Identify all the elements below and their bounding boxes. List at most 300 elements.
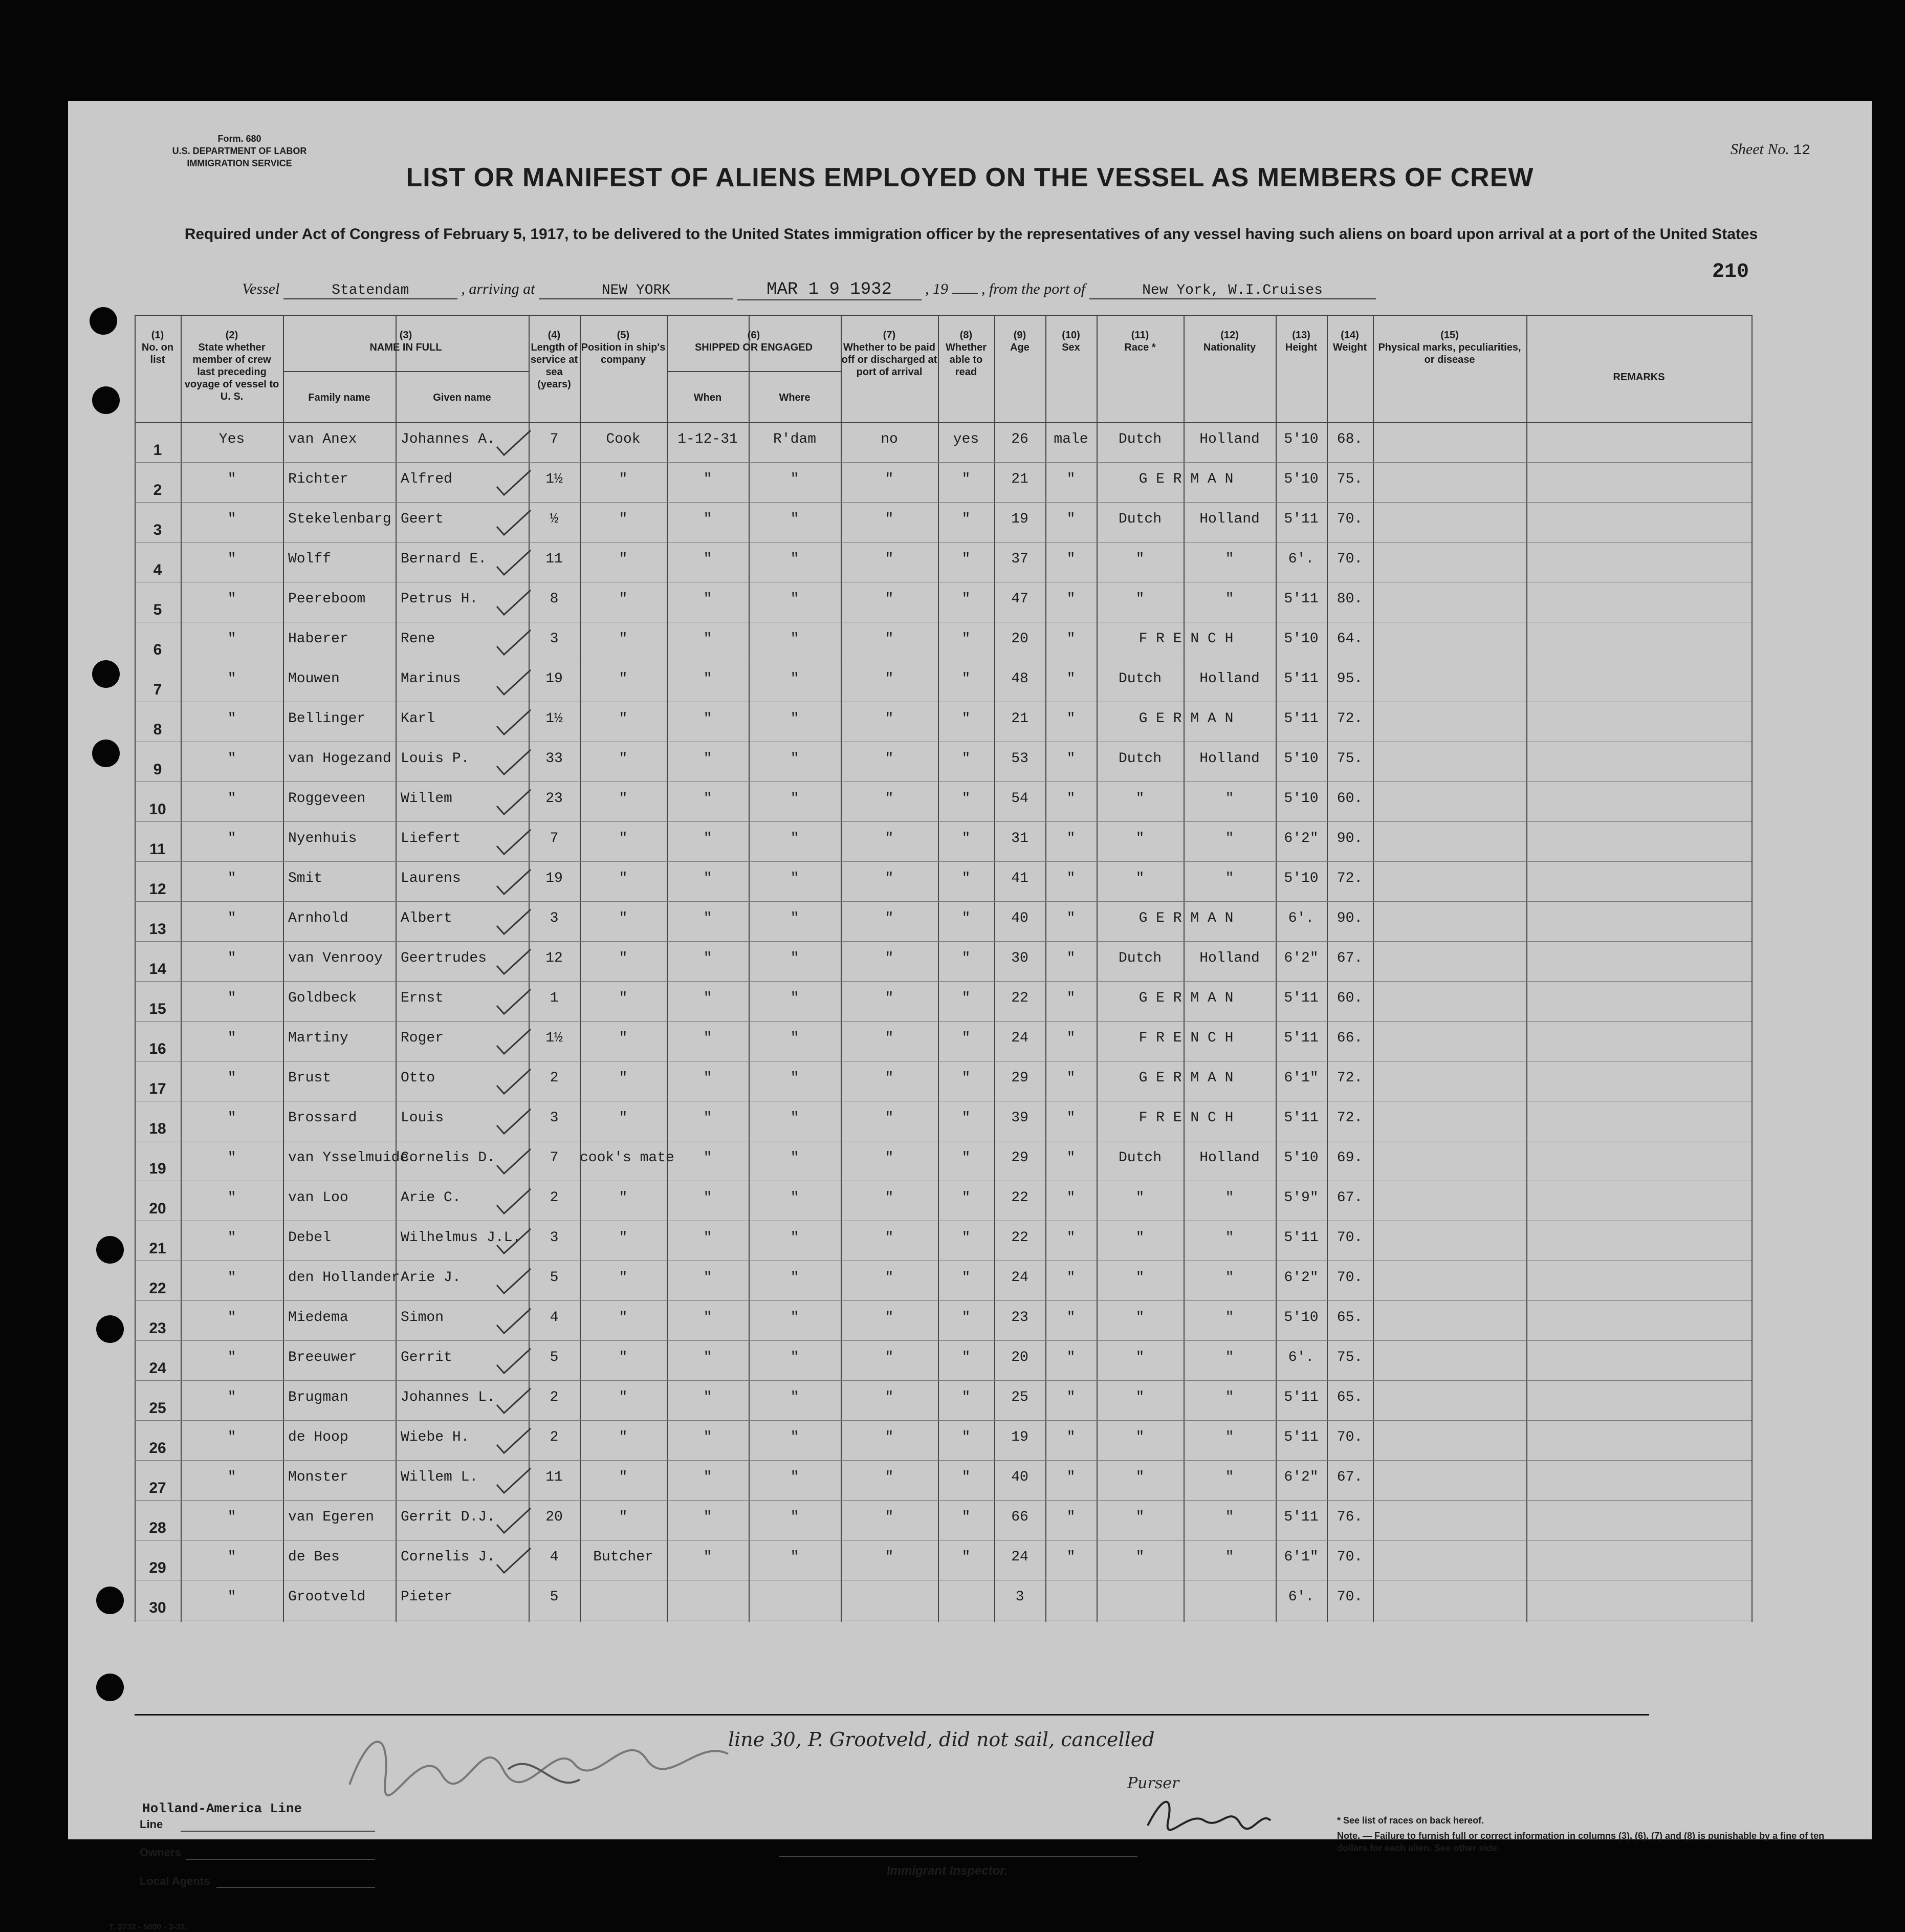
cell-service: 2: [550, 1390, 559, 1405]
cell-prev: ": [227, 1469, 236, 1485]
cell-family: van Venrooy: [288, 950, 383, 966]
binder-hole: [96, 1236, 124, 1264]
cell-given: Willem: [401, 791, 452, 807]
cell-nationality: F R E N C H: [1138, 631, 1234, 647]
cell-paid: ": [885, 1310, 894, 1326]
check-mark-icon: [493, 507, 534, 538]
cell-when: ": [703, 511, 712, 527]
row-number: 14: [149, 961, 166, 978]
cell-service: 7: [550, 431, 559, 447]
cell-position: cook's mate: [580, 1150, 674, 1166]
cell-where: ": [790, 1190, 799, 1206]
cell-nationality: F R E N C H: [1138, 1110, 1234, 1126]
cell-when: ": [703, 1390, 712, 1405]
cell-height: 5'11: [1284, 990, 1319, 1006]
cell-race: ": [1135, 1310, 1145, 1326]
cell-paid: ": [885, 1030, 894, 1046]
cell-where: ": [790, 1310, 799, 1326]
cell-paid: ": [885, 631, 894, 647]
cell-when: ": [703, 1110, 712, 1126]
check-mark-icon: [493, 986, 534, 1017]
cell-read: ": [961, 990, 971, 1006]
cell-nationality: Holland: [1199, 511, 1260, 527]
cell-given: Laurens: [401, 871, 461, 886]
page-title: LIST OR MANIFEST OF ALIENS EMPLOYED ON THE VESSEL AS MEMBERS OF CREW: [406, 163, 1534, 192]
row-number: 6: [153, 641, 162, 658]
cell-race: ": [1135, 871, 1145, 886]
cell-prev: ": [227, 1390, 236, 1405]
cell-sex: ": [1066, 1190, 1076, 1206]
cell-position: ": [619, 791, 628, 807]
cell-read: ": [961, 1509, 971, 1525]
cell-age: 24: [1011, 1030, 1028, 1046]
cell-given: Arie J.: [401, 1270, 461, 1286]
cell-prev: ": [227, 871, 236, 886]
row-number: 16: [149, 1040, 166, 1057]
cell-where: ": [790, 1230, 799, 1246]
cell-when: ": [703, 871, 712, 886]
cell-weight: 68.: [1337, 431, 1363, 447]
row-number: 29: [149, 1559, 166, 1576]
cell-when: ": [703, 711, 712, 727]
purser-label: Purser: [1127, 1774, 1179, 1792]
cell-sex: male: [1054, 431, 1088, 447]
cell-prev: ": [227, 551, 236, 567]
cell-service: 5: [550, 1350, 559, 1365]
cell-race: ": [1135, 1350, 1145, 1365]
row-rule: [135, 1500, 1751, 1501]
cell-read: ": [961, 1390, 971, 1405]
cell-position: ": [619, 990, 628, 1006]
cell-weight: 70.: [1337, 1549, 1363, 1565]
cell-height: 5'11: [1284, 671, 1319, 687]
column-rule: [135, 315, 136, 1622]
row-rule: [135, 1380, 1751, 1381]
cell-weight: 67.: [1337, 1469, 1363, 1485]
cell-weight: 70.: [1337, 1230, 1363, 1246]
header-previous-voyage: (2) State whether member of crew last preceding voyage of vessel to U. S.: [184, 330, 279, 402]
header-where: Where: [779, 392, 811, 403]
purser-signature: [1143, 1790, 1276, 1841]
cell-paid: ": [885, 671, 894, 687]
row-number: 1: [153, 442, 162, 459]
cell-read: ": [961, 1549, 971, 1565]
cell-weight: 70.: [1337, 1589, 1363, 1605]
cell-nationality: ": [1225, 1469, 1234, 1485]
row-rule: [135, 981, 1751, 982]
binder-hole: [90, 307, 117, 335]
cell-age: 37: [1011, 551, 1028, 567]
check-mark-icon: [493, 1465, 534, 1496]
cell-position: ": [619, 711, 628, 727]
arrival-date-stamp: MAR 1 9 1932: [737, 280, 922, 300]
header-height: (13) Height: [1285, 330, 1318, 353]
cell-where: ": [790, 631, 799, 647]
cell-family: Monster: [288, 1469, 348, 1485]
cell-sex: ": [1066, 1230, 1076, 1246]
cell-prev: ": [227, 990, 236, 1006]
header-physical-marks: (15) Physical marks, peculiarities, or disease: [1378, 330, 1521, 365]
cell-given: Wilhelmus J.L.: [401, 1230, 521, 1246]
cell-when: ": [703, 1469, 712, 1485]
row-number: 25: [149, 1400, 166, 1417]
cell-service: 19: [545, 671, 563, 687]
cell-weight: 95.: [1337, 671, 1363, 687]
row-rule: [135, 1021, 1751, 1022]
row-number: 11: [149, 841, 166, 858]
cell-read: ": [961, 1150, 971, 1166]
cell-prev: ": [227, 1549, 236, 1565]
cell-nationality: Holland: [1199, 950, 1260, 966]
cell-sex: ": [1066, 1270, 1076, 1286]
cell-prev: ": [227, 831, 236, 846]
row-number: 28: [149, 1519, 166, 1536]
row-number: 8: [153, 721, 162, 738]
cell-prev: ": [227, 671, 236, 687]
cell-weight: 69.: [1337, 1150, 1363, 1166]
check-mark-icon: [493, 906, 534, 937]
cell-given: Bernard E.: [401, 551, 487, 567]
cell-weight: 66.: [1337, 1030, 1363, 1046]
cell-weight: 64.: [1337, 631, 1363, 647]
penalty-note: Note. — Failure to furnish full or correct information in columns (3), (6), (7) and (8) is punishable by a fine of ten dollars for each alien. See other side.: [1337, 1831, 1825, 1853]
cell-service: 3: [550, 1230, 559, 1246]
cell-where: ": [790, 591, 799, 607]
binder-hole: [96, 1674, 124, 1701]
cell-position: ": [619, 1110, 628, 1126]
cell-where: ": [790, 671, 799, 687]
cell-given: Cornelis D.: [401, 1150, 495, 1166]
check-mark-icon: [493, 1186, 534, 1217]
cell-where: ": [790, 1030, 799, 1046]
form-code: T. 3732 - 5000 - 3-31.: [109, 1923, 187, 1931]
header-read: (8) Whether able to read: [946, 330, 987, 378]
cell-where: ": [790, 990, 799, 1006]
cell-where: ": [790, 1390, 799, 1405]
cell-prev: ": [227, 1350, 236, 1365]
cell-age: 53: [1011, 751, 1028, 767]
cell-position: ": [619, 511, 628, 527]
cell-height: 6'2": [1284, 1469, 1319, 1485]
cell-prev: ": [227, 1589, 236, 1605]
cell-prev: ": [227, 511, 236, 527]
line-value: Holland-America Line: [142, 1801, 302, 1816]
check-mark-icon: [493, 1345, 534, 1376]
cell-service: 33: [545, 751, 563, 767]
cell-where: ": [790, 1110, 799, 1126]
cell-family: Martiny: [288, 1030, 348, 1046]
cell-age: 22: [1011, 990, 1028, 1006]
cell-service: 11: [545, 1469, 563, 1485]
cell-given: Wiebe H.: [401, 1429, 470, 1445]
cell-nationality: G E R M A N: [1138, 990, 1234, 1006]
row-number: 18: [149, 1120, 166, 1137]
check-mark-icon: [493, 787, 534, 817]
cell-read: ": [961, 1110, 971, 1126]
cell-when: ": [703, 591, 712, 607]
cell-weight: 70.: [1337, 1270, 1363, 1286]
cell-when: ": [703, 831, 712, 846]
sheet-number: Sheet No. 12: [1730, 141, 1810, 159]
cell-age: 29: [1011, 1070, 1028, 1086]
cell-position: Butcher: [593, 1549, 653, 1565]
cell-race: Dutch: [1118, 950, 1162, 966]
header-rule: [135, 422, 1751, 423]
cell-read: ": [961, 591, 971, 607]
cell-position: Cook: [606, 431, 641, 447]
cell-paid: ": [885, 871, 894, 886]
cell-family: den Hollander: [288, 1270, 400, 1286]
cell-when: ": [703, 1509, 712, 1525]
cell-age: 41: [1011, 871, 1028, 886]
cell-race: ": [1135, 1469, 1145, 1485]
cell-weight: 72.: [1337, 711, 1363, 727]
cell-prev: ": [227, 791, 236, 807]
cell-prev: ": [227, 910, 236, 926]
cell-position: ": [619, 831, 628, 846]
cell-where: ": [790, 1350, 799, 1365]
cell-given: Otto: [401, 1070, 435, 1086]
cell-sex: ": [1066, 551, 1076, 567]
cell-when: ": [703, 950, 712, 966]
cell-weight: 65.: [1337, 1310, 1363, 1326]
cell-age: 48: [1011, 671, 1028, 687]
manifest-document: [68, 101, 1872, 1931]
cell-nationality: G E R M A N: [1138, 910, 1234, 926]
race-footnote: * See list of races on back hereof.: [1337, 1815, 1484, 1826]
cell-given: Louis P.: [401, 751, 470, 767]
cell-when: ": [703, 1190, 712, 1206]
cell-where: ": [790, 1070, 799, 1086]
cell-where: ": [790, 910, 799, 926]
cell-height: 5'11: [1284, 591, 1319, 607]
column-rule: [1526, 315, 1527, 1622]
cell-weight: 90.: [1337, 910, 1363, 926]
cell-position: ": [619, 1429, 628, 1445]
cell-age: 39: [1011, 1110, 1028, 1126]
cell-nationality: F R E N C H: [1138, 1030, 1234, 1046]
cell-where: ": [790, 1150, 799, 1166]
cell-where: ": [790, 471, 799, 487]
cell-nationality: Holland: [1199, 431, 1260, 447]
cell-read: ": [961, 511, 971, 527]
cell-family: de Hoop: [288, 1429, 348, 1445]
cell-weight: 75.: [1337, 471, 1363, 487]
cell-paid: ": [885, 1190, 894, 1206]
cell-paid: ": [885, 1390, 894, 1405]
cell-race: Dutch: [1118, 1150, 1162, 1166]
cell-read: ": [961, 791, 971, 807]
binder-hole: [92, 660, 120, 688]
cell-sex: ": [1066, 671, 1076, 687]
cell-paid: ": [885, 1549, 894, 1565]
header-shipped: (6) SHIPPED OR ENGAGED: [694, 330, 813, 353]
cell-service: 20: [545, 1509, 563, 1525]
cell-where: R'dam: [773, 431, 816, 447]
cell-sex: ": [1066, 751, 1076, 767]
cell-age: 26: [1011, 431, 1028, 447]
header-family-name: Family name: [308, 392, 370, 403]
cell-race: Dutch: [1118, 671, 1162, 687]
cell-height: 5'10: [1284, 791, 1319, 807]
cell-height: 5'10: [1284, 751, 1319, 767]
cell-position: ": [619, 591, 628, 607]
cell-weight: 60.: [1337, 791, 1363, 807]
cell-race: ": [1135, 551, 1145, 567]
cell-nationality: Holland: [1199, 671, 1260, 687]
check-mark-icon: [493, 427, 534, 458]
cell-prev: ": [227, 471, 236, 487]
inspector-signature: [339, 1708, 738, 1810]
cell-paid: ": [885, 511, 894, 527]
row-number: 22: [149, 1280, 166, 1297]
cell-paid: ": [885, 1230, 894, 1246]
cell-position: ": [619, 910, 628, 926]
cell-family: Brugman: [288, 1390, 348, 1405]
cell-sex: ": [1066, 1310, 1076, 1326]
cell-nationality: ": [1225, 1549, 1234, 1565]
cell-height: 5'10: [1284, 471, 1319, 487]
header-weight: (14) Weight: [1332, 330, 1367, 353]
cell-age: 19: [1011, 511, 1028, 527]
check-mark-icon: [493, 1266, 534, 1296]
cell-prev: ": [227, 1190, 236, 1206]
arrival-port: NEW YORK: [539, 283, 733, 299]
cell-position: ": [619, 1350, 628, 1365]
cell-weight: 60.: [1337, 990, 1363, 1006]
cell-height: 5'10: [1284, 871, 1319, 886]
cell-given: Cornelis J.: [401, 1549, 495, 1565]
row-number: 27: [149, 1480, 166, 1496]
cell-family: van Ysselmuide: [288, 1150, 409, 1166]
cell-read: ": [961, 1350, 971, 1365]
cell-prev: ": [227, 950, 236, 966]
cell-paid: ": [885, 1070, 894, 1086]
cell-sex: ": [1066, 1110, 1076, 1126]
cell-service: 23: [545, 791, 563, 807]
cell-weight: 67.: [1337, 950, 1363, 966]
line-label: Line: [140, 1818, 163, 1831]
cell-given: Rene: [401, 631, 435, 647]
cell-family: Stekelenbarg: [288, 511, 391, 527]
cell-race: ": [1135, 791, 1145, 807]
cell-paid: ": [885, 1509, 894, 1525]
cell-height: 5'11: [1284, 1390, 1319, 1405]
row-number: 13: [149, 921, 166, 938]
row-number: 19: [149, 1160, 166, 1177]
cell-position: ": [619, 671, 628, 687]
column-rule: [181, 315, 182, 1622]
row-number: 5: [153, 601, 162, 618]
cell-nationality: G E R M A N: [1138, 471, 1234, 487]
cell-read: ": [961, 471, 971, 487]
cell-weight: 90.: [1337, 831, 1363, 846]
cell-nationality: ": [1225, 1429, 1234, 1445]
row-number: 4: [153, 561, 162, 578]
cell-given: Johannes A.: [401, 431, 495, 447]
cell-family: Arnhold: [288, 910, 348, 926]
cell-position: ": [619, 1190, 628, 1206]
cell-when: ": [703, 1230, 712, 1246]
cell-read: yes: [953, 431, 979, 447]
cell-position: ": [619, 751, 628, 767]
cell-service: 2: [550, 1190, 559, 1206]
cell-service: 1½: [545, 711, 563, 727]
cell-read: ": [961, 1429, 971, 1445]
cell-position: ": [619, 1230, 628, 1246]
row-number: 23: [149, 1320, 166, 1337]
row-rule: [135, 462, 1751, 463]
row-number: 9: [153, 761, 162, 778]
cell-given: Geertrudes: [401, 950, 487, 966]
cell-given: Gerrit: [401, 1350, 452, 1365]
form-number: Form. 680: [217, 134, 261, 144]
cell-prev: ": [227, 591, 236, 607]
cell-service: 12: [545, 950, 563, 966]
cell-weight: 72.: [1337, 1070, 1363, 1086]
cell-race: ": [1135, 1390, 1145, 1405]
cell-height: 5'11: [1284, 1230, 1319, 1246]
cell-height: 6'2": [1284, 950, 1319, 966]
cell-age: 22: [1011, 1190, 1028, 1206]
cell-read: ": [961, 1230, 971, 1246]
cell-given: Simon: [401, 1310, 444, 1326]
cell-paid: ": [885, 551, 894, 567]
cell-family: Miedema: [288, 1310, 348, 1326]
row-rule: [135, 861, 1751, 862]
cell-when: ": [703, 910, 712, 926]
cell-when: ": [703, 1310, 712, 1326]
binder-hole: [96, 1587, 124, 1614]
cell-service: 11: [545, 551, 563, 567]
header-paid-off: (7) Whether to be paid off or discharged at port of arrival: [841, 330, 937, 378]
row-number: 7: [153, 681, 162, 698]
cell-family: Wolff: [288, 551, 332, 567]
cell-when: 1-12-31: [677, 431, 738, 447]
cell-read: ": [961, 950, 971, 966]
cell-age: 23: [1011, 1310, 1028, 1326]
binder-hole: [92, 740, 120, 767]
check-mark-icon: [493, 1066, 534, 1097]
cell-prev: ": [227, 1270, 236, 1286]
cell-nationality: ": [1225, 1310, 1234, 1326]
owners-label: Owners: [140, 1846, 181, 1859]
cell-service: 7: [550, 1150, 559, 1166]
cell-given: Alfred: [401, 471, 452, 487]
cell-position: ": [619, 1310, 628, 1326]
cell-position: ": [619, 631, 628, 647]
cell-sex: ": [1066, 591, 1076, 607]
binder-hole: [96, 1315, 124, 1343]
cell-height: 6'.: [1288, 551, 1315, 567]
cell-sex: ": [1066, 1390, 1076, 1405]
cell-when: ": [703, 1070, 712, 1086]
cell-prev: ": [227, 1509, 236, 1525]
cell-prev: ": [227, 631, 236, 647]
cell-read: ": [961, 631, 971, 647]
cell-height: 5'10: [1284, 631, 1319, 647]
cell-where: ": [790, 711, 799, 727]
cell-read: ": [961, 831, 971, 846]
row-number: 21: [149, 1240, 166, 1257]
cell-when: ": [703, 1030, 712, 1046]
cell-family: Roggeveen: [288, 791, 366, 807]
check-mark-icon: [493, 1026, 534, 1057]
cell-prev: ": [227, 751, 236, 767]
cell-service: 2: [550, 1070, 559, 1086]
cell-age: 21: [1011, 471, 1028, 487]
cell-where: ": [790, 1509, 799, 1525]
